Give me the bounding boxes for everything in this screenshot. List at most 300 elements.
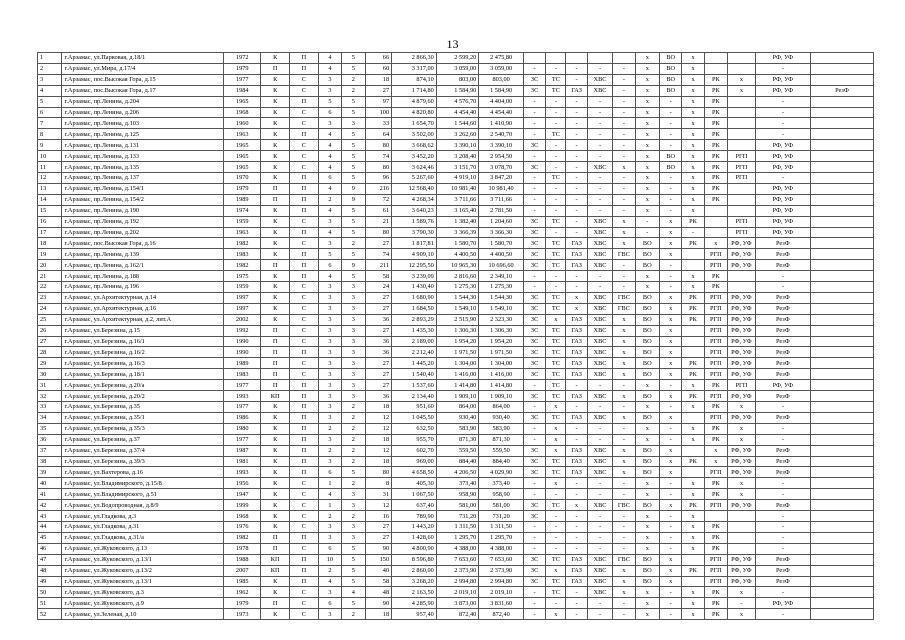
table-cell: г.Арзамас, пр.Ленина, д.192 [62,216,224,227]
table-cell: - [566,521,587,532]
table-cell: - [523,598,545,609]
table-cell: 5 [318,249,341,260]
table-cell: П [261,532,290,543]
table-cell: х [546,445,566,456]
table-cell: 4 [318,140,341,151]
table-cell: х [728,85,756,96]
table-cell: РК [682,238,704,249]
table-cell: 12 568,40 [392,183,437,194]
table-cell: х [682,543,704,554]
table-cell: 36 [365,336,392,347]
table-cell: - [566,183,587,194]
table-cell: ВО [635,445,659,456]
table-cell: - [613,107,635,118]
table-cell: х [682,107,704,118]
table-cell: С [290,336,319,347]
table-cell: ТС [546,456,566,467]
table-cell: ГАЗ [566,358,587,369]
table-cell: х [635,521,659,532]
table-cell: 7 653,60 [479,554,524,565]
table-cell: - [523,478,545,489]
table-cell: КП [261,391,290,402]
table-cell: 3 [318,380,341,391]
table-cell: ХВС [587,369,613,380]
table-row [38,467,874,478]
table-cell: К [261,205,290,216]
table-cell: х [566,500,587,511]
table-cell: 48 [38,565,62,576]
table-cell [811,587,874,598]
table-row [38,532,874,543]
table-cell: 3 078,70 [479,162,524,173]
table-cell: х [635,402,659,413]
table-row [38,609,874,620]
table-cell: С [290,85,319,96]
page-number: 13 [446,37,459,51]
table-cell: ВО [635,576,659,587]
table-cell [682,347,704,358]
table-cell: ТС [546,292,566,303]
table-cell: - [660,118,682,129]
table-cell: ГАЗ [566,467,587,478]
table-cell: П [290,380,319,391]
table-cell [811,380,874,391]
table-cell: С [290,107,319,118]
table-cell: - [546,205,566,216]
table-cell: - [660,609,682,620]
table-cell: х [728,74,756,85]
table-cell: х [728,434,756,445]
table-cell: 3 [318,292,341,303]
table-cell: ВО [660,63,682,74]
table-cell: - [523,609,545,620]
table-cell: - [566,96,587,107]
table-cell: РФ, УФ [728,576,756,587]
table-cell: РФ, УФ [728,292,756,303]
table-cell: - [523,271,545,282]
table-cell: - [613,205,635,216]
table-cell [728,511,756,522]
table-cell: - [660,194,682,205]
table-row [38,74,874,85]
table-cell: г.Арзамас, ул.Березина, д.37/4 [62,445,224,456]
table-cell: РГП [704,303,727,314]
table-row [38,478,874,489]
table-cell: ЗС [523,391,545,402]
table-cell: 6 [38,107,62,118]
table-cell: - [566,478,587,489]
table-cell: ГАЗ [566,85,587,96]
table-cell: - [546,271,566,282]
table-cell: 3 [342,282,365,293]
table-cell: 1 [318,500,341,511]
table-cell: ТС [546,336,566,347]
table-cell: 632,50 [392,423,437,434]
table-cell: - [566,434,587,445]
table-cell: - [755,532,810,543]
table-cell: 4 [318,129,341,140]
table-cell: х [660,292,682,303]
table-cell: 3 [318,282,341,293]
table-cell: 3 [342,358,365,369]
table-cell [682,325,704,336]
table-cell: 1 067,50 [392,489,437,500]
table-cell: ТС [546,380,566,391]
table-cell: РК [704,172,727,183]
table-cell: ВО [635,336,659,347]
table-cell: 4 919,10 [436,172,479,183]
table-cell: - [660,489,682,500]
table-row [38,521,874,532]
table-row [38,358,874,369]
table-cell: х [660,565,682,576]
table-cell: РФ, УФ [728,369,756,380]
table-cell: 2 323,30 [479,314,524,325]
table-cell: - [566,282,587,293]
table-cell: х [660,227,682,238]
table-cell: - [523,380,545,391]
table-cell: 5 [342,63,365,74]
table-cell: - [587,511,613,522]
table-cell: 18 [365,74,392,85]
table-cell: РФ, УФ [728,412,756,423]
table-cell: х [635,96,659,107]
table-cell: х [660,336,682,347]
table-cell: К [261,609,290,620]
table-cell: РК [704,434,727,445]
table-row [38,336,874,347]
table-cell: х [635,194,659,205]
table-cell: - [755,543,810,554]
table-cell: - [660,96,682,107]
table-cell: 2 540,70 [479,129,524,140]
table-cell: х [682,598,704,609]
table-cell: РФ, УФ [728,347,756,358]
table-cell: РК [704,380,727,391]
table-cell: РезФ [755,576,810,587]
table-cell: 1 817,81 [392,238,437,249]
table-cell: ГАЗ [566,554,587,565]
table-cell: - [613,74,635,85]
table-cell [811,598,874,609]
table-cell: х [635,205,659,216]
table-cell: ХВС [587,292,613,303]
table-cell: х [613,565,635,576]
table-cell: 2 [342,412,365,423]
table-cell [728,129,756,140]
table-cell: 4 [38,85,62,96]
table-cell: 583,90 [436,423,479,434]
table-cell: С [290,74,319,85]
table-cell: С [290,478,319,489]
table-cell [811,118,874,129]
table-cell: 2 [342,74,365,85]
table-cell: 24 [365,282,392,293]
table-cell: 1 443,20 [392,521,437,532]
table-cell: - [613,151,635,162]
table-cell: 5 [318,96,341,107]
table-cell: 559,50 [436,445,479,456]
table-cell: ХВС [587,576,613,587]
table-cell: С [290,511,319,522]
table-cell: - [523,543,545,554]
table-cell: г.Арзамас, пр.Ленина, д.162/1 [62,260,224,271]
table-cell: 3 [318,238,341,249]
table-cell: 60 [365,63,392,74]
table-cell: К [261,151,290,162]
table-cell: 6 [318,598,341,609]
table-cell: х [546,609,566,620]
table-cell: 4 [318,271,341,282]
table-cell: П [290,183,319,194]
table-cell: ХВС [587,314,613,325]
table-cell: 12 [365,412,392,423]
table-cell: г.Арзамас, пр.Ленина, д.188 [62,271,224,282]
table-cell: 12 [365,500,392,511]
table-cell: 216 [365,183,392,194]
table-cell: 6 [318,543,341,554]
table-cell: С [290,140,319,151]
table-cell: РК [704,543,727,554]
table-cell: г.Арзамас, ул.Вахтерова, д.16 [62,467,224,478]
table-cell: 1 382,40 [436,216,479,227]
table-cell: х [635,140,659,151]
table-cell: 5 [342,96,365,107]
table-row [38,282,874,293]
table-cell: 1 971,50 [436,347,479,358]
table-cell: х [682,282,704,293]
table-cell: КП [261,554,290,565]
table-cell: 4 404,00 [479,96,524,107]
table-cell: - [613,598,635,609]
table-cell [811,183,874,194]
table-cell: РК [704,609,727,620]
table-cell: С [290,587,319,598]
table-cell: х [682,489,704,500]
table-cell: РК [704,96,727,107]
table-cell: 2 [342,85,365,96]
table-cell: 1977 [224,380,261,391]
table-cell [728,140,756,151]
table-row [38,140,874,151]
table-cell: 3 151,70 [436,162,479,173]
table-cell: П [261,347,290,358]
table-cell: - [613,532,635,543]
table-cell: 3 [318,118,341,129]
table-cell [811,249,874,260]
table-cell: РезФ [755,412,810,423]
table-cell [811,282,874,293]
table-cell: 1970 [224,172,261,183]
table-cell: 3 668,62 [392,140,437,151]
table-cell [682,249,704,260]
table-cell: 2 134,40 [392,391,437,402]
table-cell: х [635,478,659,489]
table-cell: - [613,271,635,282]
table-cell: 2 866,30 [392,53,437,64]
table-cell: 5 [38,96,62,107]
table-cell: РГП [704,412,727,423]
table-cell: г.Арзамас, ул.Владимирского, д.51 [62,489,224,500]
table-cell: - [660,543,682,554]
table-cell: - [546,118,566,129]
table-cell: - [523,63,545,74]
table-cell: РК [704,521,727,532]
table-cell: 5 [342,140,365,151]
table-cell: ЗС [523,500,545,511]
table-cell: ВО [635,238,659,249]
table-cell: С [290,151,319,162]
table-cell: - [613,140,635,151]
table-cell [811,489,874,500]
table-cell: 5 [342,172,365,183]
table-cell: РФ, УФ [728,500,756,511]
table-cell: г.Арзамас, ул.Жуковского, д.13 [62,543,224,554]
table-cell: ТС [546,391,566,402]
table-cell: РезФ [755,292,810,303]
table-cell: 4 [318,151,341,162]
table-cell: П [290,412,319,423]
table-cell: 5 [342,271,365,282]
table-cell: 8 596,80 [392,554,437,565]
table-row [38,172,874,183]
table-cell: ЗС [523,303,545,314]
table-cell: 9 [38,140,62,151]
table-cell: РГП [728,172,756,183]
table-cell: 2 781,50 [479,205,524,216]
table-cell: 6 [318,467,341,478]
table-cell: х [635,543,659,554]
table-cell: ТС [546,260,566,271]
table-cell [811,216,874,227]
table-cell: 2 [342,478,365,489]
table-cell: 3 390,10 [479,140,524,151]
table-cell [811,565,874,576]
table-cell: 1973 [224,609,261,620]
table-cell: - [660,380,682,391]
table-cell: С [290,598,319,609]
table-cell: г.Арзамас, пр.Ленина, д.135 [62,162,224,173]
table-cell: 27 [38,336,62,347]
table-cell: - [660,587,682,598]
table-cell: ВО [635,500,659,511]
table-cell: 6 [318,172,341,183]
table-cell: х [635,434,659,445]
table-cell: 3 [318,609,341,620]
table-cell: РК [704,183,727,194]
table-cell: ХВС [587,347,613,358]
table-cell: ЗС [523,85,545,96]
table-cell: С [290,325,319,336]
table-cell: ТС [546,216,566,227]
table-cell: 583,90 [479,423,524,434]
table-cell: 6 [318,107,341,118]
table-cell: 9 [342,194,365,205]
table-cell: 1947 [224,489,261,500]
table-cell: 3 [342,347,365,358]
table-cell: 1993 [224,391,261,402]
table-cell: РФ, УФ [755,162,810,173]
table-cell: 18 [38,238,62,249]
table-cell: ГВС [613,303,635,314]
table-row [38,118,874,129]
table-cell: 3 165,40 [436,205,479,216]
table-cell: ВО [635,314,659,325]
table-cell: ГАЗ [566,565,587,576]
table-cell: П [261,63,290,74]
table-cell: К [261,489,290,500]
table-cell: 74 [365,249,392,260]
table-cell [811,391,874,402]
table-cell: РГП [704,249,727,260]
table-cell: - [546,151,566,162]
table-cell [728,53,756,64]
table-cell [728,63,756,74]
table-cell: х [635,53,659,64]
table-cell: 1978 [224,543,261,554]
table-cell [811,609,874,620]
table-cell: х [728,587,756,598]
table-cell [811,358,874,369]
table-cell: 1 306,30 [479,325,524,336]
table-cell: 3 [318,85,341,96]
table-cell: - [613,194,635,205]
table-cell: К [261,423,290,434]
table-cell: ВО [660,162,682,173]
table-cell: РК [682,369,704,380]
table-cell: - [587,521,613,532]
table-cell: К [261,118,290,129]
table-cell: РезФ [755,303,810,314]
table-cell: РезФ [755,369,810,380]
table-cell: 1990 [224,347,261,358]
table-cell: РезФ [755,554,810,565]
table-cell: 21 [365,216,392,227]
table-cell: х [660,576,682,587]
table-cell: - [587,532,613,543]
table-cell: К [261,53,290,64]
table-cell: РФ, УФ [728,467,756,478]
table-cell: РК [704,194,727,205]
table-cell: 9 [342,183,365,194]
table-cell: г.Арзамас, ул.Жуковского, д.13/1 [62,576,224,587]
table-cell: С [290,358,319,369]
table-cell: - [587,609,613,620]
table-cell: 559,50 [479,445,524,456]
table-cell: РК [682,358,704,369]
table-cell: х [546,423,566,434]
table-cell: 3 [342,391,365,402]
table-cell [811,151,874,162]
table-cell: 4 285,90 [392,598,437,609]
table-cell [811,347,874,358]
table-cell: - [613,543,635,554]
table-cell: - [587,282,613,293]
table-cell: ТС [546,303,566,314]
table-cell: х [682,140,704,151]
table-cell: ВО [660,74,682,85]
table-cell: ВО [635,412,659,423]
table-cell: г.Арзамас, ул.Березина, д.16/2 [62,347,224,358]
table-cell: 2 [318,445,341,456]
table-cell: 2002 [224,314,261,325]
table-row [38,369,874,380]
table-cell: - [613,521,635,532]
table-cell: 3 059,00 [436,63,479,74]
table-cell: РФ, УФ [728,314,756,325]
table-cell: 33 [365,118,392,129]
table-cell: ВО [635,347,659,358]
